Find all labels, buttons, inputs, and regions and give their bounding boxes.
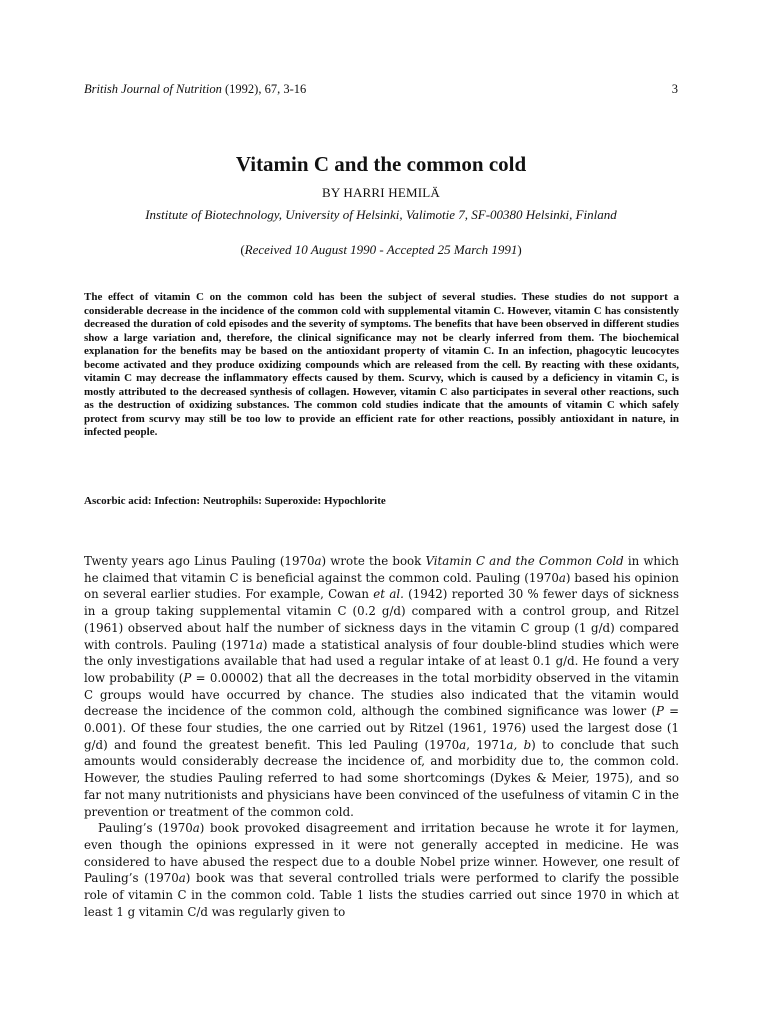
- body-paragraph: Pauling’s (1970a) book provoked disagreement and irritation because he wrote it for laymen, even though the opinions expressed in it were not generally accepted in medicine. He was considered to have abused the respect due to a double Nobel prize winner. However, one result of Pauling’s (1970a) book was that several controlled trials were performed to clarify the possible role of vitamin C in the common cold. Table 1 lists the studies carried out since 1970 in which at least 1 g vitamin C/d was regularly given to: [84, 821, 679, 919]
- received-text: Received 10 August 1990 - Accepted 25 March 1991: [244, 242, 518, 257]
- article-author: BY HARRI HEMILÄ: [321, 185, 441, 200]
- article-title: Vitamin C and the common cold: [235, 152, 527, 176]
- author-affiliation: Institute of Biotechnology, University of Helsinki, Valimotie 7, SF-00380 Helsinki, Finland: [145, 207, 617, 222]
- received-dates: (Received 10 August 1990 - Accepted 25 March 1991): [240, 242, 522, 257]
- body-text: [84, 553, 679, 920]
- journal-reference: (1992), 67, 3-16: [225, 82, 307, 96]
- page-number: 3: [671, 82, 678, 96]
- body-paragraph: Twenty years ago Linus Pauling (1970a) wrote the book Vitamin C and the Common Cold in which he claimed that vitamin C is beneficial against the common cold. Pauling (1970a) based his opinion on several earlier studies. For example, Cowan et al. (1942) reported 30 % fewer days of sickness in a group taking supplemental vitamin C (0.2 g/d) compared with a control group, and Ritzel (1961) observed about half the number of sickness days in the vitamin C group (1 g/d) compared with controls. Pauling (1971a) made a statistical analysis of four double-blind studies which were the only investigations available that had used a regular intake of at least 0.1 g/d. He found a very low probability (P = 0.00002) that all the decreases in the total morbidity observed in the vitamin C groups would have occurred by chance. The studies also indicated that the vitamin would decrease the incidence of the common cold, although the combined significance was lower (P = 0.001). Of these four studies, the one carried out by Ritzel (1961, 1976) used the largest dose (1 g/d) and found the greatest benefit. This led Pauling (1970a, 1971a, b) to conclude that such amounts would considerably decrease the incidence of, and morbidity due to, the common cold. However, the studies Pauling referred to had some shortcomings (Dykes & Meier, 1975), and so far not many nutritionists and physicians have been convinced of the usefulness of vitamin C in the prevention or treatment of the common cold.: [84, 554, 680, 819]
- journal-name: British Journal of Nutrition: [84, 82, 222, 96]
- running-header: [84, 82, 682, 102]
- journal-citation: [84, 82, 306, 97]
- abstract: The effect of vitamin C on the common cold has been the subject of several studies. These studies do not support a considerable decrease in the incidence of the common cold with supplemental vitamin C. However, vitamin C has consistently decreased the duration of cold episodes and the severity of symptoms. The benefits that have been observed in different studies show a large variation and, therefore, the clinical significance may not be clearly inferred from them. The biochemical explanation for the benefits may be based on the antioxidant property of vitamin C. In an infection, phagocytic leucocytes become activated and they produce oxidizing compounds which are released from the cell. By reacting with these oxidants, vitamin C may decrease the inflammatory effects caused by them. Scurvy, which is caused by a deficiency in vitamin C, is mostly attributed to the decreased synthesis of collagen. However, vitamin C also participates in several other reactions, such as the destruction of oxidizing substances. The common cold studies indicate that the amounts of vitamin C which safely protect from scurvy may still be too low to provide an efficient rate for other reactions, possibly antioxidant in nature, in infected people.: [84, 291, 679, 439]
- book-title: Vitamin C and the Common Cold: [425, 554, 624, 568]
- keywords: Ascorbic acid: Infection: Neutrophils: Superoxide: Hypochlorite: [84, 495, 386, 507]
